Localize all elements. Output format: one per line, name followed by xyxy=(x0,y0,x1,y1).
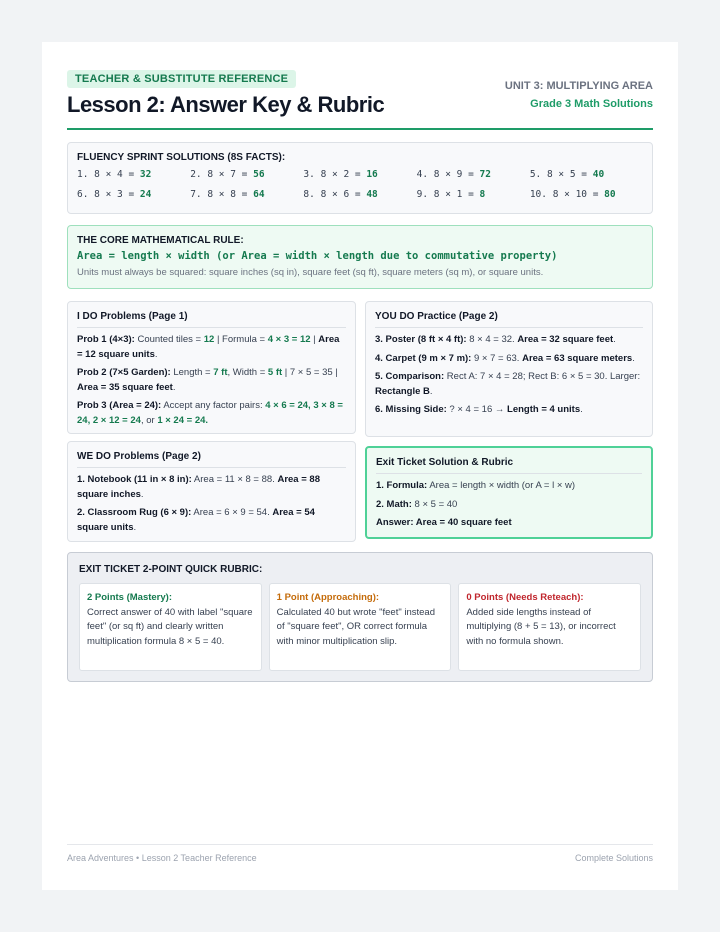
exit-math: 2. Math: 8 × 5 = 40 xyxy=(376,498,458,510)
fact-item: 4. 8 × 9 = 72 xyxy=(416,169,491,180)
rubric-description: Added side lengths instead of multiplying (8 + 5 = 13), or incorrect with no formula shown. xyxy=(466,606,616,647)
rubric-heading: 2 Points (Mastery): xyxy=(87,592,172,603)
we-do-card xyxy=(67,441,356,542)
fluency-row xyxy=(77,169,643,180)
i-do-card xyxy=(67,301,356,434)
we-do-problem-2: 2. Classroom Rug (6 × 9): Area = 6 × 9 = 54. Area = 54 square units. xyxy=(77,507,315,533)
you-do-problem-6: 6. Missing Side: ? × 4 = 16 → Length = 4 units. xyxy=(375,404,583,415)
fluency-sprint-box xyxy=(67,142,653,214)
fact-item: 6. 8 × 3 = 24 xyxy=(77,189,152,200)
audience-badge: TEACHER & SUBSTITUTE REFERENCE xyxy=(67,70,296,88)
fluency-row xyxy=(77,189,643,200)
i-do-problem-3: Prob 3 (Area = 24): Accept any factor pairs: 4 × 6 = 24, 3 × 8 = 24, 2 × 12 = 24, or 1 × 24 = 24. xyxy=(77,400,343,426)
rule-title: THE CORE MATHEMATICAL RULE: xyxy=(77,235,244,246)
fact-item: 8. 8 × 6 = 48 xyxy=(303,189,378,200)
page-title: Lesson 2: Answer Key & Rubric xyxy=(67,92,385,117)
exit-answer: Answer: Area = 40 square feet xyxy=(376,517,512,528)
rubric-title: EXIT TICKET 2-POINT QUICK RUBRIC: xyxy=(79,564,263,575)
fact-item: 5. 8 × 5 = 40 xyxy=(529,169,605,180)
fact-item: 9. 8 × 1 = 8 xyxy=(416,189,486,200)
fact-item: 3. 8 × 2 = 16 xyxy=(303,169,378,180)
we-do-title: WE DO Problems (Page 2) xyxy=(77,451,346,468)
i-do-title: I DO Problems (Page 1) xyxy=(77,311,346,328)
i-do-problem-2: Prob 2 (7×5 Garden): Length = 7 ft, Width = 5 ft | 7 × 5 = 35 | Area = 35 square feet. xyxy=(77,367,338,393)
fact-item: 1. 8 × 4 = 32 xyxy=(77,169,152,180)
fact-item: 2. 8 × 7 = 56 xyxy=(190,169,265,180)
exit-ticket-card xyxy=(365,446,653,539)
you-do-problem-5: 5. Comparison: Rect A: 7 × 4 = 28; Rect B: 6 × 5 = 30. Larger: Rectangle B. xyxy=(375,371,641,397)
rubric-box xyxy=(67,552,653,682)
you-do-card xyxy=(365,301,653,437)
answer-key-page xyxy=(42,42,678,890)
area-formula: Area = length × width (or Area = width × length due to commutative property) xyxy=(77,250,558,262)
rubric-1-point xyxy=(269,583,452,671)
exit-ticket-title: Exit Ticket Solution & Rubric xyxy=(376,457,642,474)
fact-item: 7. 8 × 8 = 64 xyxy=(190,189,265,200)
we-do-problem-1: 1. Notebook (11 in × 8 in): Area = 11 × 8 = 88. Area = 88 square inches. xyxy=(77,474,320,500)
exit-formula: 1. Formula: Area = length × width (or A = l × w) xyxy=(376,480,576,491)
rubric-heading: 0 Points (Needs Reteach): xyxy=(466,592,584,603)
rubric-heading: 1 Point (Approaching): xyxy=(276,592,380,603)
you-do-problem-4: 4. Carpet (9 m × 7 m): 9 × 7 = 63. Area = 63 square meters. xyxy=(375,352,635,364)
unit-label: UNIT 3: MULTIPLYING AREA xyxy=(504,80,653,92)
core-rule-box xyxy=(67,225,653,289)
fact-item: 10. 8 × 10 = 80 xyxy=(529,189,616,200)
rubric-0-points xyxy=(458,583,641,671)
page-header xyxy=(67,70,653,130)
page-footer xyxy=(67,844,653,863)
you-do-problem-3: 3. Poster (8 ft × 4 ft): 8 × 4 = 32. Area = 32 square feet. xyxy=(375,334,616,345)
units-note: Units must always be squared: square inches (sq in), square feet (sq ft), square meters (sq m), or square units. xyxy=(77,267,544,278)
grade-label: Grade 3 Math Solutions xyxy=(530,98,653,110)
fluency-title: FLUENCY SPRINT SOLUTIONS (8S FACTS): xyxy=(77,152,286,163)
footer-left: Area Adventures • Lesson 2 Teacher Reference xyxy=(67,853,257,863)
rubric-2-points xyxy=(79,583,262,671)
rubric-description: Correct answer of 40 with label "square feet" (or sq ft) and clearly written multiplication formula 8 × 5 = 40. xyxy=(87,606,253,647)
rubric-columns xyxy=(79,583,641,671)
rubric-description: Calculated 40 but wrote "feet" instead of "square feet", OR correct formula with minor multiplication slip. xyxy=(276,606,435,647)
you-do-title: YOU DO Practice (Page 2) xyxy=(375,311,643,328)
i-do-problem-1: Prob 1 (4×3): Counted tiles = 12 | Formula = 4 × 3 = 12 | Area = 12 square units. xyxy=(77,334,340,360)
footer-right: Complete Solutions xyxy=(574,853,653,863)
